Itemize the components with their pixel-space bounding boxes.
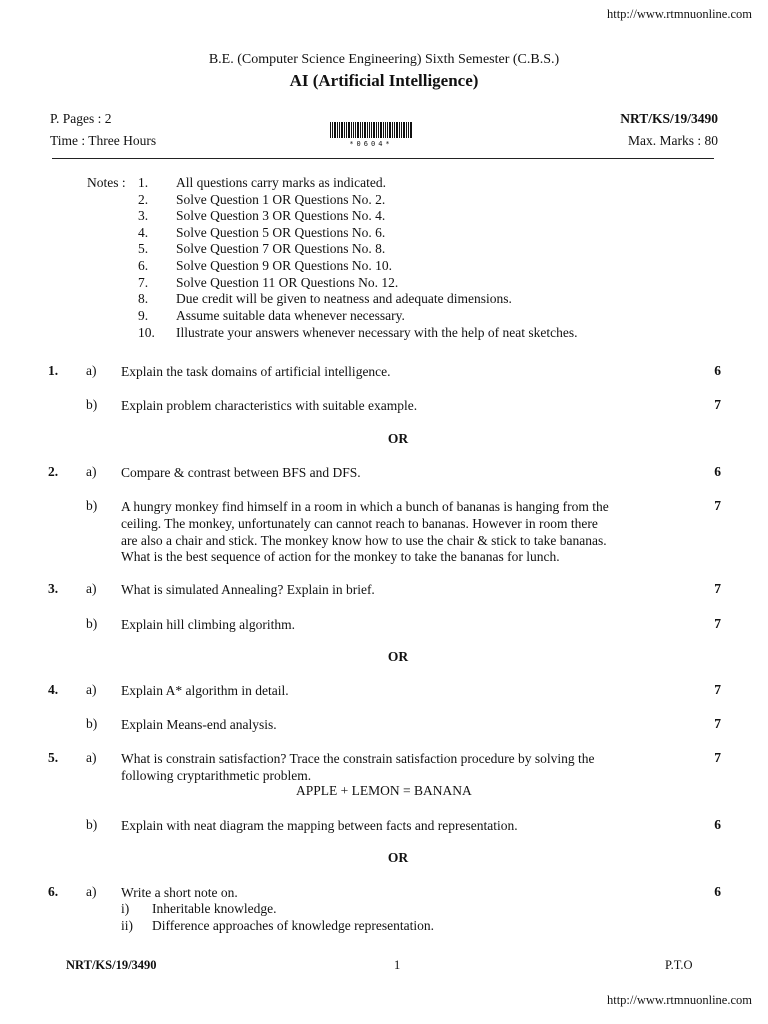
question-text-line: following cryptarithmetic problem. <box>121 768 312 783</box>
question-text: Explain with neat diagram the mapping between facts and representation. <box>121 818 518 833</box>
notes-label: Notes : <box>87 175 126 190</box>
question-text: Compare & contrast between BFS and DFS. <box>121 465 361 480</box>
question-text-line: A hungry monkey find himself in a room in which a bunch of bananas is hanging from the <box>121 499 609 514</box>
note-item: 10. Illustrate your answers whenever necessary with the help of neat sketches. <box>138 325 578 340</box>
question-text: Explain A* algorithm in detail. <box>121 683 289 698</box>
question-marks: 6 <box>714 884 721 899</box>
note-item: 9. Assume suitable data whenever necessary. <box>138 308 405 323</box>
note-item: 5. Solve Question 7 OR Questions No. 8. <box>138 241 386 256</box>
sub-item: i) Inheritable knowledge. <box>121 901 277 916</box>
note-item: 4. Solve Question 5 OR Questions No. 6. <box>138 225 386 240</box>
question-part-label: a) <box>86 363 97 378</box>
question-marks: 6 <box>714 363 721 378</box>
please-turn-over: P.T.O <box>665 958 693 972</box>
question-marks: 7 <box>714 682 721 697</box>
question-text: Write a short note on. <box>121 885 238 900</box>
question-text: What is simulated Annealing? Explain in brief. <box>121 582 375 597</box>
question-part-label: a) <box>86 464 97 479</box>
question-part-label: b) <box>86 716 98 731</box>
question-part-label: a) <box>86 682 97 697</box>
question-text-line: What is the best sequence of action for the monkey to take the bananas for lunch. <box>121 549 560 564</box>
footer-url: http://www.rtmnuonline.com <box>606 993 752 1007</box>
header-url: http://www.rtmnuonline.com <box>606 7 752 21</box>
question-part-label: b) <box>86 498 98 513</box>
question-text: Explain the task domains of artificial intelligence. <box>121 364 391 379</box>
question-number: 1. <box>48 363 59 378</box>
or-separator: OR <box>387 649 409 664</box>
question-text: Explain problem characteristics with suitable example. <box>121 398 418 413</box>
header-divider <box>52 158 714 159</box>
question-text-line: ceiling. The monkey, unfortunately can cannot reach to bananas. However in room there <box>121 516 598 531</box>
subject-title: AI (Artificial Intelligence) <box>289 71 479 90</box>
note-item: 8. Due credit will be given to neatness and adequate dimensions. <box>138 291 512 306</box>
question-number: 6. <box>48 884 59 899</box>
question-marks: 7 <box>714 397 721 412</box>
question-marks: 7 <box>714 750 721 765</box>
question-number: 3. <box>48 581 59 596</box>
or-separator: OR <box>387 850 409 865</box>
course-title: B.E. (Computer Science Engineering) Sixth Semester (C.B.S.) <box>208 52 560 67</box>
question-marks: 7 <box>714 581 721 596</box>
note-item: 2. Solve Question 1 OR Questions No. 2. <box>138 192 386 207</box>
question-marks: 6 <box>714 464 721 479</box>
question-text: Explain hill climbing algorithm. <box>121 617 295 632</box>
question-part-label: b) <box>86 817 98 832</box>
question-marks: 7 <box>714 498 721 513</box>
max-marks: Max. Marks : 80 <box>628 133 718 148</box>
question-number: 5. <box>48 750 59 765</box>
page-number: 1 <box>394 958 401 972</box>
question-part-label: a) <box>86 884 97 899</box>
footer-paper-code: NRT/KS/19/3490 <box>66 958 157 972</box>
question-number: 4. <box>48 682 59 697</box>
question-marks: 7 <box>714 616 721 631</box>
paper-code: NRT/KS/19/3490 <box>620 111 718 126</box>
question-part-label: b) <box>86 616 98 631</box>
or-separator: OR <box>387 431 409 446</box>
note-item: 6. Solve Question 9 OR Questions No. 10. <box>138 258 392 273</box>
note-item: 3. Solve Question 3 OR Questions No. 4. <box>138 208 386 223</box>
question-text-line: are also a chair and stick. The monkey know how to use the chair & stick to take bananas. <box>121 533 607 548</box>
question-part-label: b) <box>86 397 98 412</box>
barcode-number: *0604* <box>349 140 393 148</box>
question-marks: 7 <box>714 716 721 731</box>
cryptarithmetic-equation: APPLE + LEMON = BANANA <box>296 783 472 798</box>
question-text-line: What is constrain satisfaction? Trace the constrain satisfaction procedure by solving the <box>121 751 595 766</box>
question-number: 2. <box>48 464 59 479</box>
question-text: Explain Means-end analysis. <box>121 717 277 732</box>
sub-item: ii) Difference approaches of knowledge representation. <box>121 918 434 933</box>
page-count: P. Pages : 2 <box>50 111 112 126</box>
question-marks: 6 <box>714 817 721 832</box>
question-part-label: a) <box>86 750 97 765</box>
note-item: 7. Solve Question 11 OR Questions No. 12. <box>138 275 399 290</box>
exam-duration: Time : Three Hours <box>50 133 157 148</box>
note-item: 1. All questions carry marks as indicated. <box>138 175 386 190</box>
question-part-label: a) <box>86 581 97 596</box>
